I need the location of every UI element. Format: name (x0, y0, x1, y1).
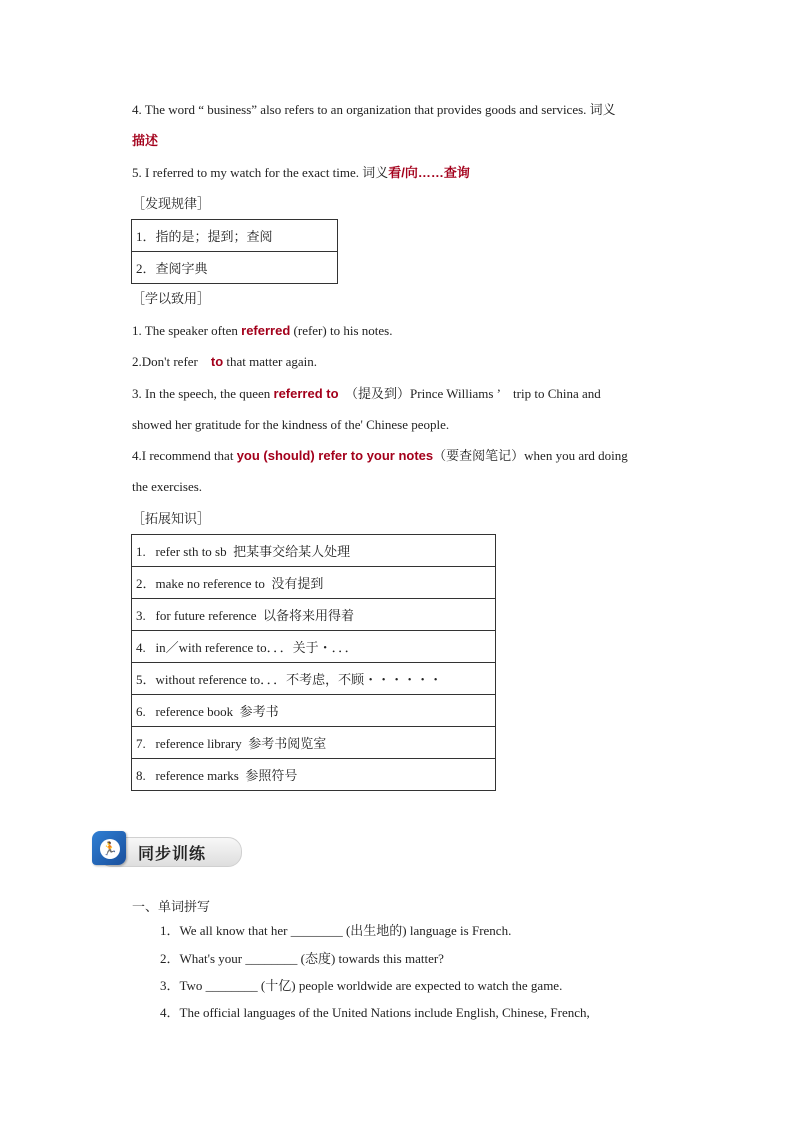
table-cell: 6. reference book 参考书 (132, 695, 496, 727)
badge-title: 同步训练 (138, 844, 207, 863)
apply-q3-pre: 3. In the speech, the queen (132, 386, 274, 401)
apply-heading: ［学以致用］ (132, 291, 211, 306)
apply-q3-answer: referred to (273, 386, 339, 401)
table-cell: 1. refer sth to sb 把某事交给某人处理 (132, 535, 496, 567)
discover-heading: ［发现规律］ (132, 196, 211, 211)
exercise-item: 2．What's your ________ (态度) towards this matter? (160, 951, 444, 966)
exercise-item: 3．Two ________ (十亿) people worldwide are expected to watch the game. (160, 978, 563, 993)
apply-q4-post: （要查阅笔记）when you ard doing (433, 448, 628, 463)
apply-q2-answer: to (210, 354, 224, 369)
sentence-4 (132, 101, 616, 119)
apply-q4-answer: you (should) refer to your notes (236, 448, 434, 463)
table-row (132, 252, 338, 284)
apply-q1-pre: 1. The speaker often (132, 323, 242, 338)
apply-q3 (132, 385, 601, 403)
apply-q2 (132, 353, 317, 371)
sync-training-badge (92, 831, 242, 869)
runner-icon: 🏃 (100, 839, 120, 859)
sentence-4-text: 4. The word “ business” also refers to an organization that provides goods and services. 词义 (132, 102, 616, 117)
sentence-5 (132, 164, 470, 182)
table-row (132, 631, 496, 663)
exercise-item: 1．We all know that her ________ (出生地的) language is French. (160, 923, 512, 938)
table-cell: 5．without reference to．．．不考虑，不顾・・・・・・ (132, 663, 496, 695)
discover-table (131, 219, 338, 284)
sentence-5-meaning: 看/向……查询 (388, 165, 470, 180)
table-cell: 2．查阅字典 (132, 252, 338, 284)
exercise-item: 4．The official languages of the United Nations include English, Chinese, French, (160, 1005, 590, 1020)
table-row (132, 599, 496, 631)
table-cell: 4. in／with reference to．．．关于・．．． (132, 631, 496, 663)
apply-q4-line2: the exercises. (132, 479, 203, 494)
expand-heading: ［拓展知识］ (132, 511, 211, 526)
apply-q4-pre: 4.I recommend that (132, 448, 237, 463)
table-row (132, 759, 496, 791)
sentence-4-meaning (132, 132, 158, 150)
apply-q1-post: (refer) to his notes. (290, 323, 393, 338)
expand-table (131, 534, 496, 791)
apply-q1 (132, 322, 392, 340)
apply-q3-post: （提及到）Prince Williams ’ trip to China and (338, 386, 601, 401)
table-cell: 2．make no reference to 没有提到 (132, 567, 496, 599)
table-row (132, 567, 496, 599)
sentence-4-meaning-text: 描述 (132, 133, 159, 148)
apply-q4 (132, 447, 628, 465)
table-row (132, 695, 496, 727)
table-row (132, 727, 496, 759)
badge-icon-frame (92, 831, 126, 865)
table-row (132, 535, 496, 567)
table-cell: 7. reference library 参考书阅览室 (132, 727, 496, 759)
table-row (132, 220, 338, 252)
table-cell: 3. for future reference 以备将来用得着 (132, 599, 496, 631)
table-cell: 8. reference marks 参照符号 (132, 759, 496, 791)
table-cell: 1．指的是；提到；查阅 (132, 220, 338, 252)
section-spelling-heading: 一、单词拼写 (132, 899, 211, 914)
apply-q1-answer: referred (241, 323, 291, 338)
apply-q2-pre: 2.Don't refer (132, 354, 211, 369)
sentence-5-text: 5. I referred to my watch for the exact time. 词义 (132, 165, 389, 180)
apply-q3-line2: showed her gratitude for the kindness of the' Chinese people. (132, 417, 450, 432)
table-row (132, 663, 496, 695)
apply-q2-post: that matter again. (223, 354, 318, 369)
